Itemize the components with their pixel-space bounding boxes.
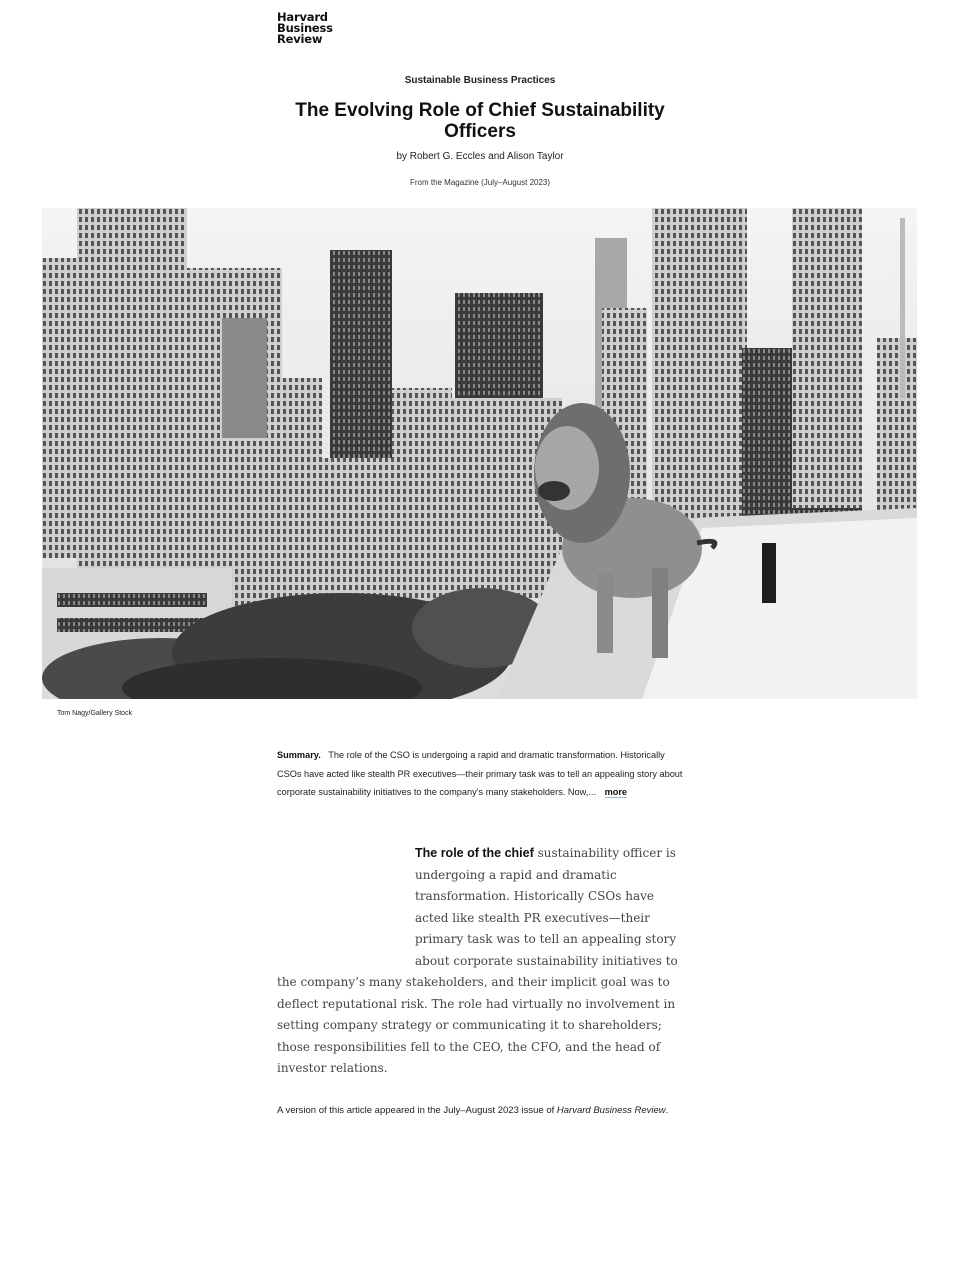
footnote-publication[interactable]: Harvard Business Review (556, 1105, 666, 1116)
logo-line-3: Review (277, 32, 323, 46)
city-lion-illustration (42, 208, 917, 699)
summary (277, 746, 687, 802)
footnote-text: A version of this article appeared in the July–August 2023 issue of (277, 1105, 557, 1116)
footnote-end: . (665, 1105, 669, 1116)
summary-label: Summary. (277, 750, 321, 760)
summary-more-link[interactable]: more (604, 787, 628, 798)
hero-image (42, 208, 917, 699)
topic-link[interactable]: Sustainable Business Practices (404, 75, 556, 86)
body-paragraph: sustainability officer is undergoing a rapid and dramatic transformation. Historically CSOs have acted like stealth PR executives—their primary task was to tell an appealing story about corporate sustainability initiatives to the company’s many stakeholders, and their implicit goal was to deflect reputational risk. The role had virtually no involvement in setting company strategy or communicating it to shareholders; those responsibilities fell to the CEO, the CFO, and the head of investor relations. (277, 846, 678, 1075)
magazine-issue: From the Magazine (July–August 2023) (409, 178, 551, 187)
article-title: The Evolving Role of Chief Sustainability Officers (295, 100, 665, 142)
logo-line-2: Business (277, 21, 333, 35)
issue-footnote (277, 1105, 677, 1117)
body-lead-in: The role of the chief (415, 846, 534, 860)
hbr-logo[interactable] (277, 12, 333, 45)
byline: by Robert G. Eccles and Alison Taylor (396, 151, 564, 162)
summary-text: The role of the CSO is undergoing a rapid and dramatic transformation. Historically CSOs have acted like stealth PR executives—their primary task was to tell an appealing story about corporate sustainability initiatives to the company’s many stakeholders. Now,... (277, 750, 683, 798)
logo-line-1: Harvard (277, 10, 328, 24)
article-body (277, 843, 687, 1080)
body-indent (277, 843, 415, 971)
image-credit: Tom Nagy/Gallery Stock (57, 710, 133, 717)
